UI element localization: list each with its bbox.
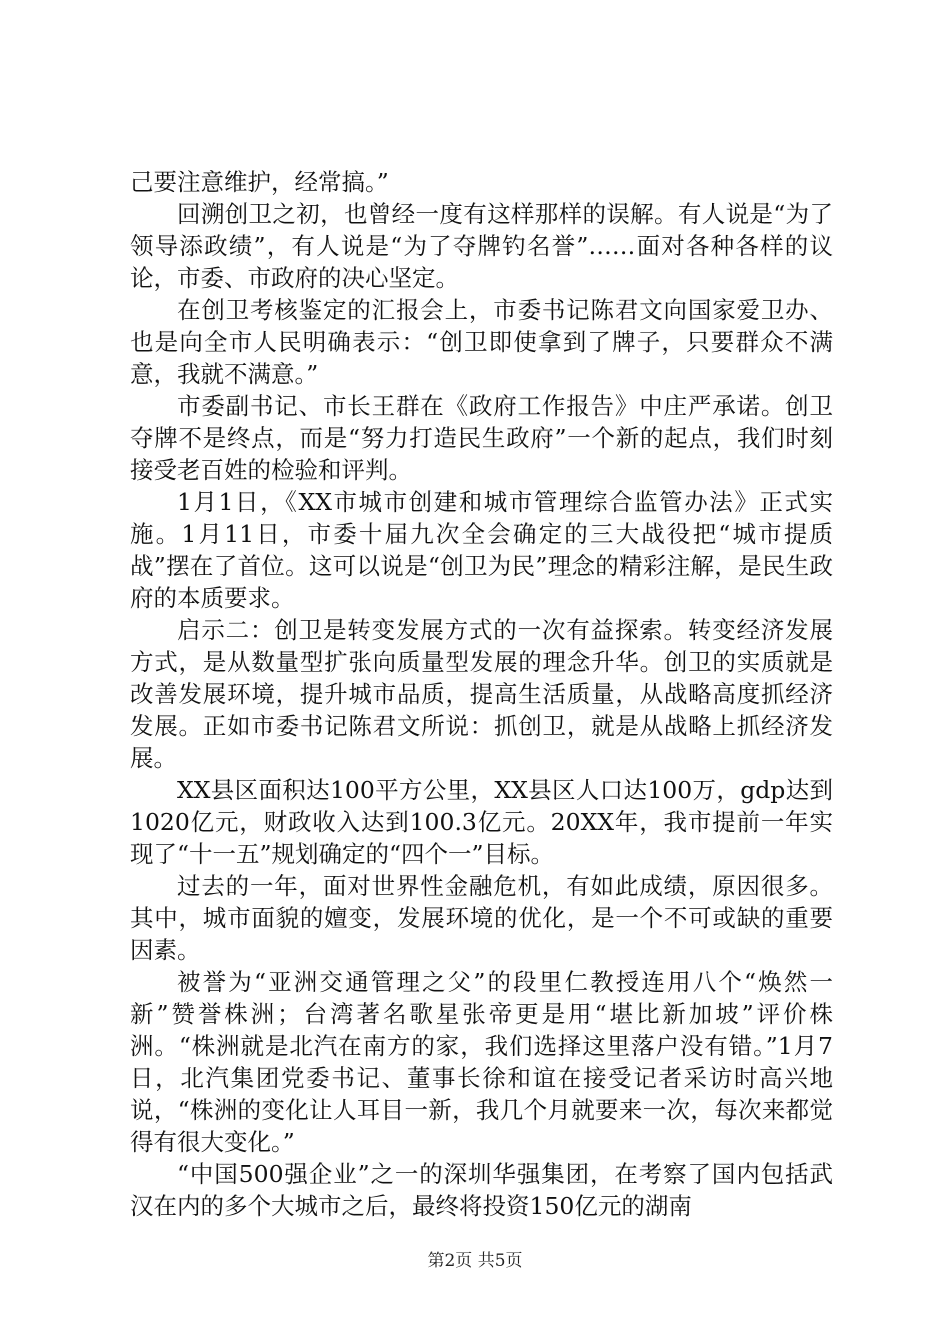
page-footer [0, 1246, 950, 1271]
document-body [130, 166, 833, 1222]
paragraph-1: 己要注意维护，经常搞。” [130, 168, 389, 196]
paragraph-10: “中国500强企业”之一的深圳华强集团，在考察了国内包括武汉在内的多个大城市之后，最终将投资150亿元的湖南 [130, 1160, 833, 1220]
paragraph-7: XX县区面积达100平方公里，XX县区人口达100万，gdp达到1020亿元，财政收入达到100.3亿元。20XX年，我市提前一年实现了“十一五”规划确定的“四个一”目标。 [130, 776, 833, 868]
page-number-label: 第2页 共5页 [427, 1251, 523, 1271]
paragraph-5: 1月1日，《XX市城市创建和城市管理综合监管办法》正式实施。1月11日，市委十届九次全会确定的三大战役把“城市提质战”摆在了首位。这可以说是“创卫为民”理念的精彩注解，是民生政府的本质要求。 [130, 488, 833, 612]
paragraph-2: 回溯创卫之初，也曾经一度有这样那样的误解。有人说是“为了领导添政绩”，有人说是“为了夺牌钓名誉”……面对各种各样的议论，市委、市政府的决心坚定。 [130, 200, 833, 292]
paragraph-3: 在创卫考核鉴定的汇报会上，市委书记陈君文向国家爱卫办、也是向全市人民明确表示：“创卫即使拿到了牌子，只要群众不满意，我就不满意。” [130, 296, 833, 388]
paragraph-8: 过去的一年，面对世界性金融危机，有如此成绩，原因很多。其中，城市面貌的嬗变，发展环境的优化，是一个不可或缺的重要因素。 [130, 872, 833, 964]
paragraph-4: 市委副书记、市长王群在《政府工作报告》中庄严承诺。创卫夺牌不是终点，而是“努力打造民生政府”一个新的起点，我们时刻接受老百姓的检验和评判。 [130, 392, 833, 484]
paragraph-6: 启示二：创卫是转变发展方式的一次有益探索。转变经济发展方式，是从数量型扩张向质量型发展的理念升华。创卫的实质就是改善发展环境，提升城市品质，提高生活质量，从战略高度抓经济发展。正如市委书记陈君文所说：抓创卫，就是从战略上抓经济发展。 [130, 616, 833, 772]
paragraph-9: 被誉为“亚洲交通管理之父”的段里仁教授连用八个“焕然一新”赞誉株洲；台湾著名歌星张帝更是用“堪比新加坡”评价株洲。“株洲就是北汽在南方的家，我们选择这里落户没有错。”1月7日，北汽集团党委书记、董事长徐和谊在接受记者采访时高兴地说，“株洲的变化让人耳目一新，我几个月就要来一次，每次来都觉得有很大变化。” [130, 968, 833, 1156]
